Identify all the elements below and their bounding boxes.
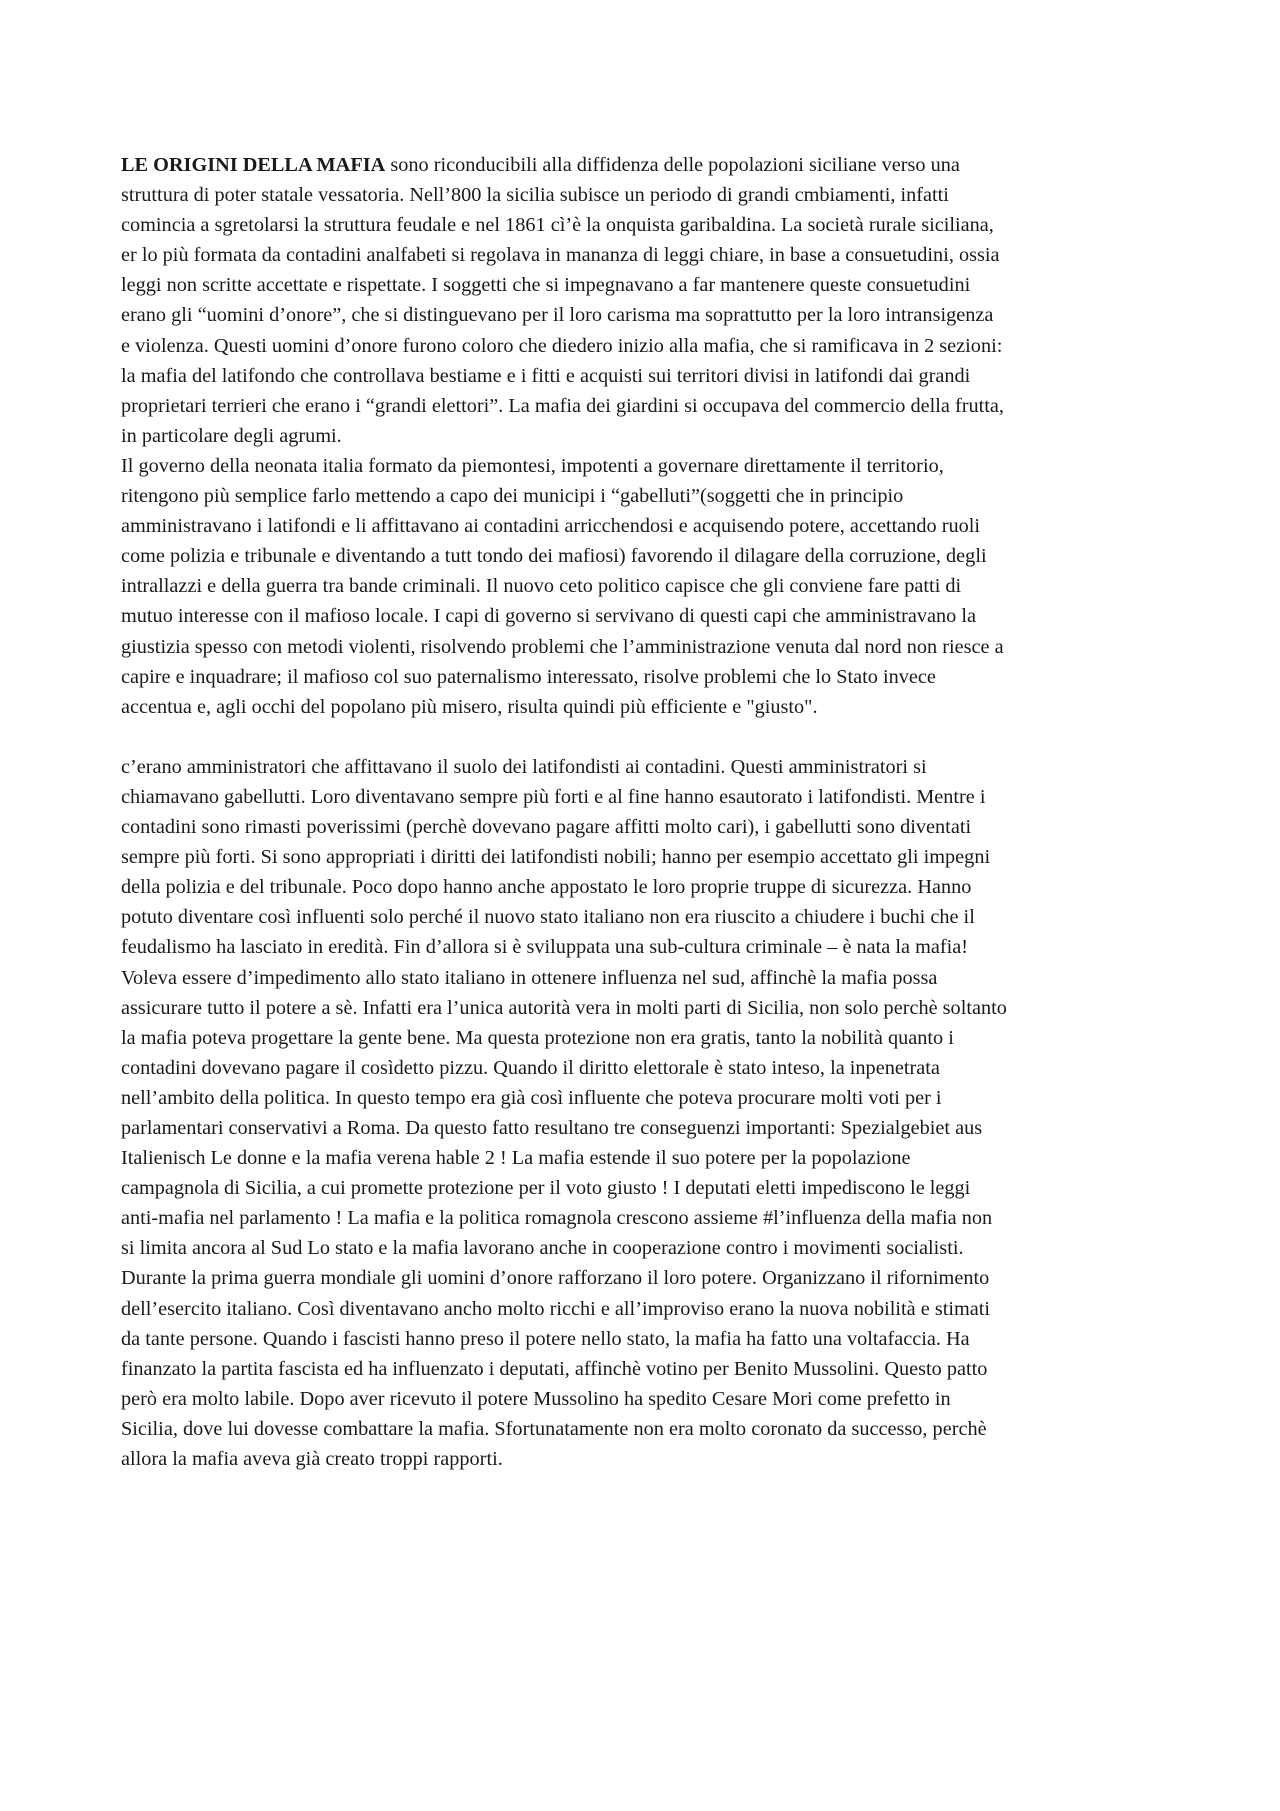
text-line: chiamavano gabellutti. Loro diventavano sempre più forti e al fine hanno esautorato i latifondisti. Mentre i <box>121 785 986 808</box>
text-line: erano gli “uomini d’onore”, che si distinguevano per il loro carisma ma soprattutto per la loro intransigenza <box>121 304 994 327</box>
text-line: finanzato la partita fascista ed ha influenzato i deputati, affinchè votino per Benito Mussolini. Questo patto <box>121 1357 988 1380</box>
text-line: c’erano amministratori che affittavano il suolo dei latifondisti ai contadini. Questi amministratori si <box>121 755 927 778</box>
text-line: accentua e, agli occhi del popolano più misero, risulta quindi più efficiente e "giusto". <box>121 695 818 718</box>
text-line: nell’ambito della politica. In questo tempo era già così influente che poteva procurare molti voti per i <box>121 1086 942 1109</box>
text-line: Italienisch Le donne e la mafia verena hable 2 ! La mafia estende il suo potere per la popolazione <box>121 1147 911 1170</box>
text-line: Sicilia, dove lui dovesse combattare la mafia. Sfortunatamente non era molto coronato da successo, perchè <box>121 1417 987 1440</box>
paragraph-government <box>121 451 1166 722</box>
paragraph-spacer <box>121 722 1166 752</box>
text-line: comincia a sgretolarsi la struttura feudale e nel 1861 cì’è la onquista garibaldina. La società rurale siciliana, <box>121 214 994 237</box>
text-line: parlamentari conservativi a Roma. Da questo fatto resultano tre conseguenzi importanti: Spezialgebiet aus <box>121 1117 983 1139</box>
text-line: Il governo della neonata italia formato da piemontesi, impotenti a governare direttamente il territorio, <box>121 454 944 477</box>
text-line: Durante la prima guerra mondiale gli uomini d’onore rafforzano il loro potere. Organizzano il rifornimento <box>121 1267 990 1290</box>
paragraph-origins <box>121 150 1166 451</box>
document-body <box>121 150 1166 1474</box>
text-line: mutuo interesse con il mafioso locale. I capi di governo si servivano di questi capi che amministravano la <box>121 605 976 628</box>
text-line: struttura di poter statale vessatoria. Nell’800 la sicilia subisce un periodo di grandi cmbiamenti, infatti <box>121 184 949 207</box>
text-line: da tante persone. Quando i fascisti hanno preso il potere nello stato, la mafia ha fatto una voltafaccia. Ha <box>121 1327 970 1350</box>
text-line: sempre più forti. Si sono appropriati i diritti dei latifondisti nobili; hanno per esempio accettato gli impegni <box>121 846 991 869</box>
text-line: assicurare tutto il potere a sè. Infatti era l’unica autorità vera in molti parti di Sicilia, non solo perchè soltanto <box>121 996 1007 1019</box>
text-line: leggi non scritte accettate e rispettate. I soggetti che si impegnavano a far mantenere queste consuetudini <box>121 274 971 297</box>
text-line: capire e inquadrare; il mafioso col suo paternalismo interessato, risolve problemi che lo Stato invece <box>121 665 936 688</box>
text-line: contadini sono rimasti poverissimi (perchè dovevano pagare affitti molto cari), i gabellutti sono diventati <box>121 816 972 839</box>
text-line: contadini dovevano pagare il cosìdetto pizzu. Quando il diritto elettorale è stato inteso, la inpenetrata <box>121 1056 940 1079</box>
text-line: er lo più formata da contadini analfabeti si regolava in mananza di leggi chiare, in base a consuetudini, ossia <box>121 244 1000 267</box>
text-line: proprietari terrieri che erano i “grandi elettori”. La mafia dei giardini si occupava del commercio della frutta, <box>121 394 1004 417</box>
text-line: si limita ancora al Sud Lo stato e la mafia lavorano anche in cooperazione contro i movimenti socialisti. <box>121 1237 964 1260</box>
text-line: e violenza. Questi uomini d’onore furono coloro che diedero inizio alla mafia, che si ramificava in 2 sezioni: <box>121 334 1003 357</box>
text-line: in particolare degli agrumi. <box>121 424 342 447</box>
text-line: campagnola di Sicilia, a cui promette protezione per il voto giusto ! I deputati eletti impediscono le leggi <box>121 1177 971 1200</box>
text-line: però era molto labile. Dopo aver ricevuto il potere Mussolino ha spedito Cesare Mori come prefetto in <box>121 1387 951 1410</box>
text-line: allora la mafia aveva già creato troppi rapporti. <box>121 1448 503 1471</box>
text-line: la mafia poteva progettare la gente bene. Ma questa protezione non era gratis, tanto la nobilità quanto i <box>121 1026 954 1049</box>
text-line: Voleva essere d’impedimento allo stato italiano in ottenere influenza nel sud, affinchè la mafia possa <box>121 966 938 989</box>
text-line: della polizia e del tribunale. Poco dopo hanno anche appostato le loro proprie truppe di sicurezza. Hanno <box>121 876 972 899</box>
text-line: feudalismo ha lasciato in eredità. Fin d’allora si è sviluppata una sub-cultura criminale – è nata la mafia! <box>121 936 968 959</box>
text-line-rest: sono riconducibili alla diffidenza delle popolazioni siciliane verso una <box>385 154 960 176</box>
text-line: potuto diventare così influenti solo perché il nuovo stato italiano non era riuscito a chiudere i buchi che il <box>121 906 975 929</box>
paragraph-gabellutti <box>121 752 1166 1474</box>
section-heading: LE ORIGINI DELLA MAFIA <box>121 154 386 176</box>
text-line: come polizia e tribunale e diventando a tutt tondo dei mafiosi) favorendo il dilagare della corruzione, degli <box>121 545 987 568</box>
text-line: ritengono più semplice farlo mettendo a capo dei municipi i “gabelluti”(soggetti che in principio <box>121 485 904 508</box>
text-line: giustizia spesso con metodi violenti, risolvendo problemi che l’amministrazione venuta dal nord non riesce a <box>121 635 1004 658</box>
text-line <box>121 150 1166 180</box>
text-line: anti-mafia nel parlamento ! La mafia e la politica romagnola crescono assieme #l’influenza della mafia non <box>121 1207 993 1230</box>
text-line: intrallazzi e della guerra tra bande criminali. Il nuovo ceto politico capisce che gli conviene fare patti di <box>121 575 962 598</box>
text-line: amministravano i latifondi e li affittavano ai contadini arricchendosi e acquisendo potere, accettando ruoli <box>121 515 981 538</box>
text-line: la mafia del latifondo che controllava bestiame e i fitti e acquisti sui territori divisi in latifondi dai grandi <box>121 364 971 387</box>
text-line: dell’esercito italiano. Così diventavano ancho molto ricchi e all’improviso erano la nuova nobilità e stimati <box>121 1297 991 1320</box>
